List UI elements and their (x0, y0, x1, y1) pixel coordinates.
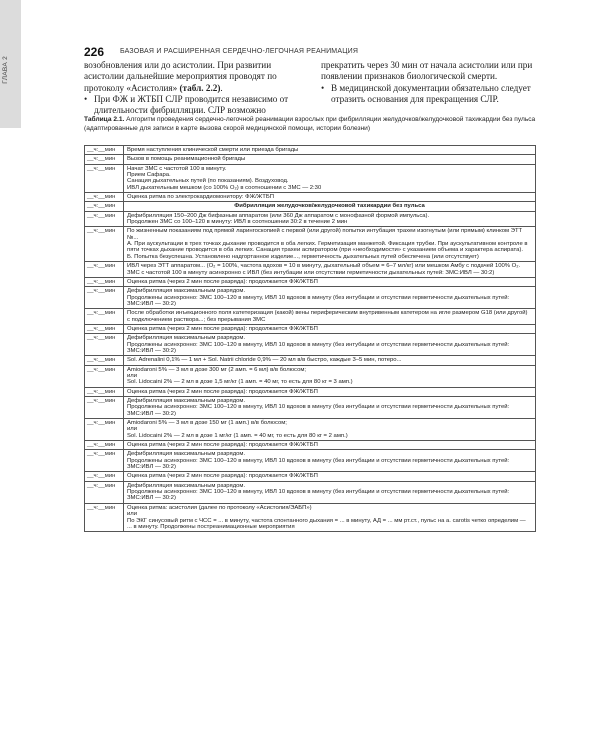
chapter-label: ГЛАВА 2 (2, 56, 9, 84)
action-line: Оценка ритма (через 2 мин после разряда): продолжается ФЖ/ЖТБП (127, 388, 318, 395)
page-number: 226 (84, 45, 105, 59)
time-cell: __ч:__мин (85, 211, 124, 227)
action-line: Дефибрилляция максимальным разрядом. (127, 482, 246, 489)
action-line: или (127, 511, 138, 518)
left-paragraph: возобновления или до асистолии. При развитии асистолии дальнейшие мероприятия проводят по протоколу «Асистолия» (табл. 2.2). (84, 60, 277, 93)
time-cell: __ч:__мин (85, 397, 124, 419)
action-line: Sol. Adrenalini 0,1% — 1 мл + Sol. Natrii chloride 0,9% — 20 мл в/в быстро, каждые 3–5 мин, потеро... (127, 357, 402, 364)
time-cell: __ч:__мин (85, 164, 124, 192)
action-line: По жизненным показаниям под прямой ларингоскопией с первой (или другой) попытки интубация трахеи изогнутым (или прямым) клинком ЭТТ №... (127, 228, 523, 241)
table-row (85, 387, 536, 396)
left-text-column (84, 60, 296, 116)
table-row (85, 155, 536, 164)
table-row (85, 211, 536, 227)
table-row (85, 503, 536, 531)
table-row (85, 365, 536, 387)
right-paragraph: прекратить через 30 мин от начала асистолии или при появлении признаков биологической смерти. (321, 60, 533, 82)
time-cell: __ч:__мин (85, 202, 124, 211)
table-row (85, 397, 536, 419)
table-row (85, 334, 536, 356)
action-line: Продолжены асинхронно: ЗМС 100–120 в минуту, ИВЛ 10 вдохов в минуту (без интубации и отсутствии герметичности дыхательных путей: ЗМС:ИВЛ — 30:2) (127, 404, 510, 417)
action-line: ИВЛ через ЭТТ аппаратом... (O₂ = 100%, частота вдохов = 10 в минуту, дыхательный объем = 6–7 мл/кг) или мешком Амбу с подачей 100% O₂. (127, 263, 521, 270)
time-cell: __ч:__мин (85, 227, 124, 262)
time-cell: __ч:__мин (85, 309, 124, 325)
table-row (85, 227, 536, 262)
action-cell (124, 146, 536, 155)
action-cell (124, 211, 536, 227)
table-section-heading-row (85, 202, 536, 211)
action-line: Фибрилляция желудочков/желудочковой тахикардии без пульса (234, 203, 425, 210)
time-cell: __ч:__мин (85, 277, 124, 286)
table-row (85, 262, 536, 278)
action-line: Продолжены асинхронно: ЗМС 100–120 в минуту, ИВЛ 10 вдохов в минуту (без интубации и отсутствии герметичности дыхательных путей: ЗМС:ИВЛ — 30:2) (127, 489, 510, 502)
time-cell: __ч:__мин (85, 481, 124, 503)
action-cell (124, 481, 536, 503)
action-line: Продолжены асинхронно: ЗМС 100–120 в минуту, ИВЛ 10 вдохов в минуту (без интубации и отсутствии герметичности дыхательных путей: ЗМС:ИВЛ — 30:2) (127, 341, 510, 354)
time-cell: __ч:__мин (85, 324, 124, 333)
action-cell (124, 193, 536, 202)
action-line: Продолжен ЗМС со 100–120 в минуту: ИВЛ в соотношении 30:2 в течение 2 мин (127, 219, 348, 226)
time-cell: __ч:__мин (85, 365, 124, 387)
action-line: А. При аускультации в трех точках дыхание проводится в оба легких. Герметизация манжетой. Фиксация трубки. При аускультативном контроле в пяти точках дыхание проводится в оба легких. Санация трахеи аспиратором (при «необходимости» с указанием объема и характера аспирата). (127, 241, 528, 254)
action-line: По ЭКГ синусовый ритм с ЧСС = ... в минуту, частота спонтанного дыхания = ... в минуту, АД = ... мм рт.ст., пульс на a. carotis четко определим — ... в минуту. Продолжены постреанимационные мероприятия (127, 517, 526, 530)
time-cell: __ч:__мин (85, 419, 124, 441)
time-cell: __ч:__мин (85, 387, 124, 396)
table-row (85, 146, 536, 155)
table-row (85, 441, 536, 450)
action-line: Оценка ритма (через 2 мин после разряда): продолжается ФЖ/ЖТБП (127, 325, 318, 332)
action-cell (124, 441, 536, 450)
action-line: Продолжены асинхронно: ЗМС 100–120 в минуту, ИВЛ 10 вдохов в минуту (без интубации и отсутствии герметичности дыхательных путей: ЗМС:ИВЛ — 30:2) (127, 294, 510, 307)
action-cell (124, 227, 536, 262)
action-line: Время наступления клинической смерти или приезда бригады (127, 147, 299, 153)
action-line: ИВЛ дыхательным мешком (со 100% O₂) в соотношении с ЗМС — 2:30 (127, 184, 322, 191)
time-cell: __ч:__мин (85, 262, 124, 278)
table-row (85, 193, 536, 202)
action-line: После обработки инъекционного поля катетеризация (какой) вены периферическим внутривенным катетером на игле размером G18 (или другой) с подключением раствора...; без прерывания ЗМС (127, 310, 528, 323)
table-row (85, 450, 536, 472)
action-line: Дефибрилляция максимальным разрядом. (127, 335, 246, 342)
time-cell: __ч:__мин (85, 441, 124, 450)
action-line: Оценка ритма (через 2 мин после разряда): продолжается ФЖ/ЖТБП (127, 278, 318, 285)
action-line: Вызов в помощь реанимационной бригады (127, 156, 246, 163)
table-row (85, 287, 536, 309)
action-line: Начат ЗМС с частотой 100 в минуту. (127, 165, 227, 172)
running-title: БАЗОВАЯ И РАСШИРЕННАЯ СЕРДЕЧНО-ЛЕГОЧНАЯ РЕАНИМАЦИЯ (120, 48, 359, 55)
action-line: Оценка ритма (через 2 мин после разряда): продолжается ФЖ/ЖТБП (127, 442, 318, 449)
action-line: Sol. Lidocaini 2% — 2 мл в дозе 1 мг/кг (1 амп. = 40 мг, то есть для 80 кг = 2 амп.) (127, 432, 348, 439)
action-line: Санация дыхательных путей (по показаниям). Воздуховод. (127, 178, 289, 185)
action-cell (124, 397, 536, 419)
section-heading-cell (124, 202, 536, 211)
chapter-side-tab (0, 0, 21, 128)
action-cell (124, 334, 536, 356)
action-line: Прием Сафара. (127, 172, 171, 179)
left-bullet: • При ФЖ и ЖТБП СЛР проводится независимо от длительности фибрилляции. СЛР возможно (84, 94, 296, 117)
right-bullet: • В медицинской документации обязательно следует отразить основания для прекращения СЛР. (321, 83, 533, 106)
time-cell: __ч:__мин (85, 356, 124, 365)
action-line: Оценка ритма (через 2 мин после разряда): продолжается ФЖ/ЖТБП (127, 473, 318, 480)
action-cell (124, 356, 536, 365)
action-cell (124, 324, 536, 333)
time-cell: __ч:__мин (85, 450, 124, 472)
action-cell (124, 164, 536, 192)
action-cell (124, 387, 536, 396)
action-line: Б. Попытка безуспешна. Установлено надгортанное изделие..., герметичность дыхательных путей обеспечена (или отсутствует) (127, 253, 479, 260)
action-line: Дефибрилляция 150–200 Дж бифазным аппаратом (или 360 Дж аппаратом с монофазной формой импульса). (127, 212, 430, 219)
table-row (85, 309, 536, 325)
action-cell (124, 365, 536, 387)
action-line: Amiodaroni 5% — 3 мл в дозе 150 мг (1 амп.) в/в болюсом; (127, 420, 287, 427)
time-cell: __ч:__мин (85, 193, 124, 202)
action-cell (124, 277, 536, 286)
action-line: Дефибрилляция максимальным разрядом. (127, 288, 246, 295)
table-row (85, 356, 536, 365)
time-cell: __ч:__мин (85, 146, 124, 155)
table-caption: Таблица 2.1. Алгоритм проведения сердечно-легочной реанимации взрослых при фибрилляции желудочков/желудочковой тахикардии без пульса (адаптированные для записи в карте вызова скорой медицинской помощи, истории болезни) (84, 116, 536, 132)
action-cell (124, 309, 536, 325)
action-line: Оценка ритма: асистолия (далее по протоколу «Асистолия/ЭАБП») (127, 504, 312, 511)
table-row (85, 277, 536, 286)
action-cell (124, 287, 536, 309)
action-line: Дефибрилляция максимальным разрядом. (127, 451, 246, 458)
time-cell: __ч:__мин (85, 155, 124, 164)
table-row (85, 481, 536, 503)
table-row (85, 472, 536, 481)
action-cell (124, 503, 536, 531)
action-line: Amiodaroni 5% — 3 мл в дозе 300 мг (2 амп. = 6 мл) в/в болюсом; (127, 366, 307, 373)
action-line: ЗМС с частотой 100 в минуту асинхронно с ИВЛ (без интубации или отсутствии герметичности дыхательных путей: ЗМС:ИВЛ — 30:2) (127, 269, 495, 276)
right-text-column (321, 60, 533, 105)
action-line: или (127, 372, 138, 379)
action-line: Sol. Lidocaini 2% — 2 мл в дозе 1,5 мг/кг (1 амп. = 40 мг, то есть для 80 кг = 3 амп.) (127, 379, 353, 386)
action-cell (124, 262, 536, 278)
table-row (85, 419, 536, 441)
action-line: Оценка ритма по электрокардиомонитору: ФЖ/ЖТБП (127, 194, 274, 201)
time-cell: __ч:__мин (85, 287, 124, 309)
time-cell: __ч:__мин (85, 472, 124, 481)
action-cell (124, 419, 536, 441)
action-line: Дефибрилляция максимальным разрядом. (127, 398, 246, 404)
action-cell (124, 155, 536, 164)
action-cell (124, 450, 536, 472)
time-cell: __ч:__мин (85, 334, 124, 356)
algorithm-table (84, 145, 536, 532)
table-row (85, 324, 536, 333)
time-cell: __ч:__мин (85, 503, 124, 531)
action-line: Продолжены асинхронно: ЗМС 100–120 в минуту, ИВЛ 10 вдохов в минуту (без интубации и отсутствии герметичности дыхательных путей: ЗМС:ИВЛ — 30:2) (127, 457, 510, 471)
table-row (85, 164, 536, 192)
action-line: или (127, 426, 138, 433)
action-cell (124, 472, 536, 481)
